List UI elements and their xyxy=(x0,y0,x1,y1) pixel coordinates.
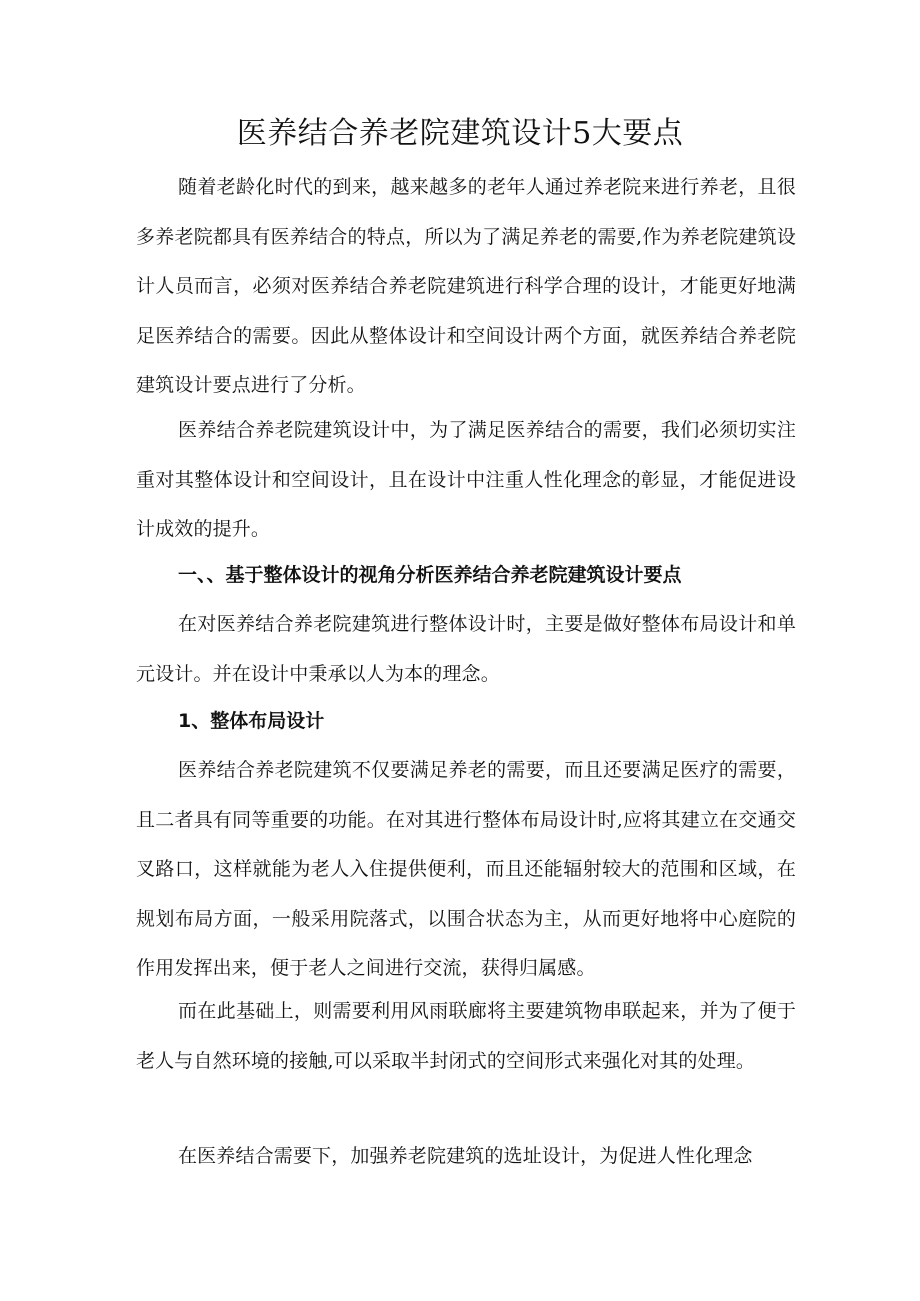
paragraph-site-selection: 在医养结合需要下，加强养老院建筑的选址设计，为促进人性化理念 xyxy=(178,1145,753,1167)
section-heading-1: 一、、基于整体设计的视角分析医养结合养老院建筑设计要点 xyxy=(178,564,682,586)
paragraph-section-1-intro: 在对医养结合养老院建筑进行整体设计时，主要是做好整体布局设计和单元设计。并在设计中秉承以人为本的理念。 xyxy=(136,613,796,685)
document-title: 医养结合养老院建筑设计5大要点 xyxy=(236,116,684,151)
paragraph-layout-design: 医养结合养老院建筑不仅要满足养老的需要，而且还要满足医疗的需要，且二者具有同等重要的功能。在对其进行整体布局设计时,应将其建立在交通交叉路口，这样就能为老人入住提供便利，而且还能辐射较大的范围和区域，在规划布局方面，一般采用院落式，以围合状态为主，从而更好地将中心庭院的作用发挥出来，便于老人之间进行交流，获得归属感。 xyxy=(136,759,796,980)
paragraph-summary: 医养结合养老院建筑设计中，为了满足医养结合的需要，我们必须切实注重对其整体设计和空间设计，且在设计中注重人性化理念的彰显，才能促进设计成效的提升。 xyxy=(136,419,796,541)
paragraph-intro: 随着老龄化时代的到来，越来越多的老年人通过养老院来进行养老，且很多养老院都具有医养结合的特点，所以为了满足养老的需要,作为养老院建筑设计人员而言，必须对医养结合养老院建筑进行科学合理的设计，才能更好地满足医养结合的需要。因此从整体设计和空间设计两个方面，就医养结合养老院建筑设计要点进行了分析。 xyxy=(136,176,796,397)
subsection-heading-1: 1、整体布局设计 xyxy=(178,710,325,732)
paragraph-corridor: 而在此基础上，则需要利用风雨联廊将主要建筑物串联起来，并为了便于老人与自然环境的接触,可以采取半封闭式的空间形式来强化对其的处理。 xyxy=(136,1000,796,1072)
